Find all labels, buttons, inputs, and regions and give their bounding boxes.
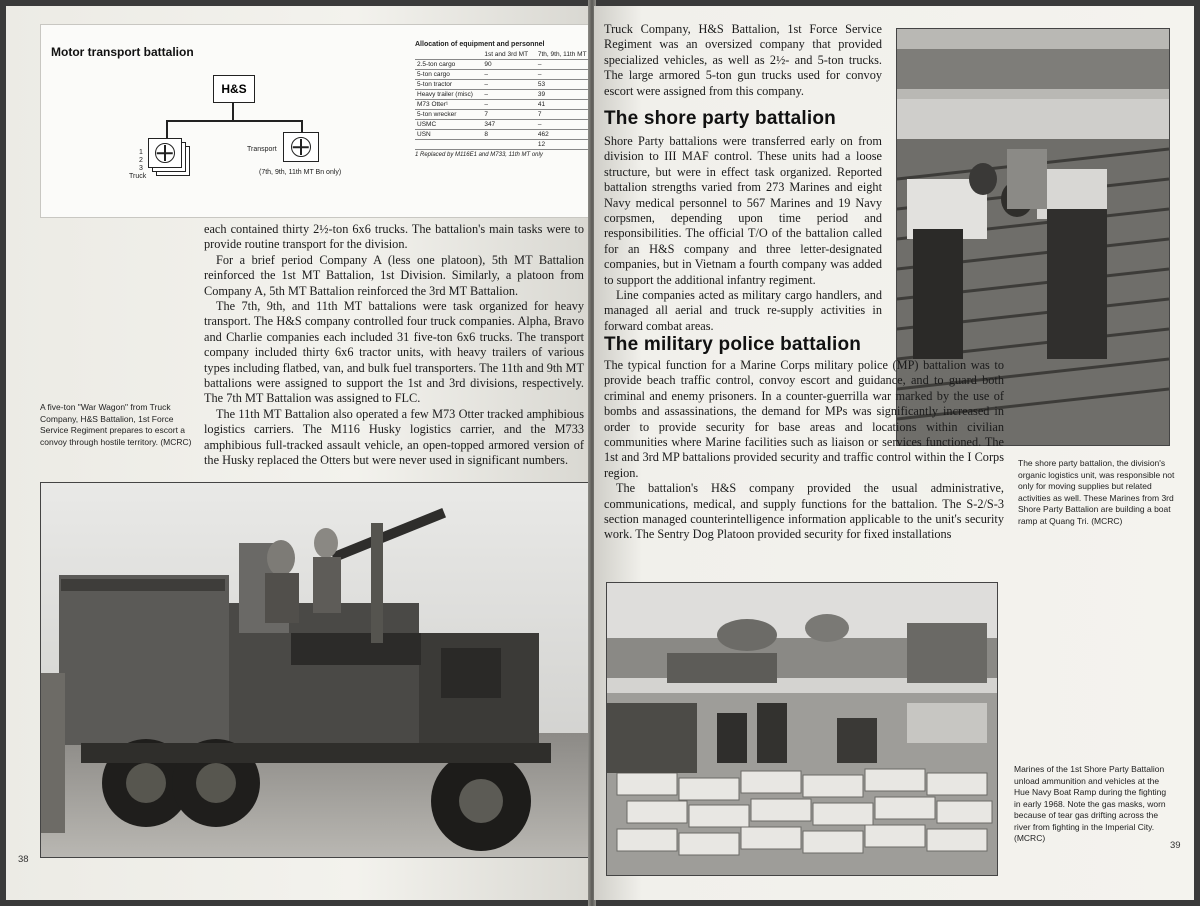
connector — [232, 102, 234, 120]
transport-company-box — [283, 132, 319, 162]
table-row — [415, 60, 590, 70]
table-row — [415, 140, 590, 150]
table-header-row — [415, 50, 590, 60]
paragraph: The 11th MT Battalion also operated a few M73 Otter tracked amphibious logistics carriers. The M116 Husky logistics carrier, and the M733 amphibious full-tracked assault vehicle, an open-topped armored version of the Husky replaced the Otters but were never used in significant numbers. — [204, 406, 584, 468]
table-cell: 90 — [482, 60, 536, 70]
table-cell: – — [482, 100, 536, 110]
table-cell: – — [482, 80, 536, 90]
table-cell: 5-ton wrecker — [415, 110, 482, 120]
left-page-number: 38 — [18, 854, 29, 865]
truck-num-1: 1 — [139, 149, 143, 156]
paragraph: each contained thirty 2½-ton 6x6 trucks. The battalion's main tasks were to provide routine transport for the division. — [204, 222, 584, 252]
hue-ramp-photo-image — [607, 583, 997, 875]
table-cell: – — [482, 70, 536, 80]
table-cell: USN — [415, 130, 482, 140]
table-row — [415, 80, 590, 90]
table-cell — [482, 140, 536, 150]
military-police-heading: The military police battalion — [604, 334, 862, 355]
table-header: 7th, 9th, 11th MT — [536, 50, 590, 60]
right-photo-caption-1: The shore party battalion, the division's organic logistics unit, was responsible not only for moving supplies but related activities as well. These Marines from 3rd Shore Party Battalion are building a boat ramp at Quang Tri. (MCRC) — [1018, 458, 1175, 526]
paragraph: The typical function for a Marine Corps military police (MP) battalion was to provide beach traffic control, convoy escort and guidance, and to guard both criminal and enemy prisoners. In a counter-guerrilla war marked by the use of bombs and assassinations, the demand for MPs was significantly increased in order to provide security for base areas and locations within civilian communities where Marine facilities such as liaison or services functioned. The 1st and 3rd MP battalions provided security and traffic control within the I Corps region. — [604, 358, 1004, 480]
table-cell: 7 — [482, 110, 536, 120]
table-cell: 5-ton cargo — [415, 70, 482, 80]
table-cell: 5-ton tractor — [415, 80, 482, 90]
table-cell: USMC — [415, 120, 482, 130]
paragraph: The 7th, 9th, and 11th MT battalions were task organized for heavy transport. The H&S company controlled four truck companies. Alpha, Bravo and Charlie companies each included 31 five-ton 6x6 trucks. The transport company included thirty 6x6 tractor units, with heavy trailers of various types including flatbed, van, and bulk fuel transporters. The 11th and 9th MT battalions were assigned to support the 1st and 3rd divisions, respectively. The 7th MT Battalion was assigned to FLC. — [204, 299, 584, 406]
allocation-table — [415, 41, 590, 158]
transport-label: Transport — [247, 146, 277, 153]
paragraph: Truck Company, H&S Battalion, 1st Force Service Regiment was an oversized company that provided specialized vehicles, as well as 2½- and 5-ton trucks. The large armored 5-ton gun trucks used for convoy escort were assigned from this company. — [604, 22, 882, 98]
paragraph: The battalion's H&S company provided the usual administrative, communications, medical, and supply functions for the battalion. The S-2/S-3 section managed counterintelligence information applicable to the unit's security work. The Sentry Dog Platoon provided security for fixed installations — [604, 481, 1004, 542]
connector — [166, 120, 302, 122]
shore-party-heading: The shore party battalion — [604, 108, 836, 129]
right-page-number: 39 — [1170, 840, 1181, 851]
table-cell: 41 — [536, 100, 590, 110]
right-page — [594, 6, 1194, 900]
paragraph: For a brief period Company A (less one platoon), 5th MT Battalion reinforced the 1st MT Battalion, 1st Division. Similarly, a platoon from Company A, 5th MT Battalion reinforced the 3rd MT Battalion. — [204, 252, 584, 298]
table-cell: 8 — [482, 130, 536, 140]
left-body-text — [204, 222, 584, 469]
table-cell — [415, 140, 482, 150]
table-cell: – — [536, 70, 590, 80]
hue-boat-ramp-photo — [606, 582, 998, 876]
table-cell: M73 Otter¹ — [415, 100, 482, 110]
paragraph: Line companies acted as military cargo handlers, and managed all aerial and truck re-supply activities in forward combat areas. — [604, 288, 882, 333]
connector — [301, 120, 303, 132]
table-cell: 53 — [536, 80, 590, 90]
table-cell: – — [482, 90, 536, 100]
hs-node — [213, 75, 255, 103]
org-diagram — [40, 24, 590, 218]
table-cell: – — [536, 60, 590, 70]
connector — [166, 120, 168, 138]
left-page — [6, 6, 590, 900]
table-header — [415, 50, 482, 60]
table-cell: 347 — [482, 120, 536, 130]
table-row — [415, 70, 590, 80]
table-row — [415, 130, 590, 140]
diagram-title: Motor transport battalion — [51, 45, 194, 59]
allocation-title: Allocation of equipment and personnel — [415, 41, 545, 48]
left-photo-caption: A five-ton "War Wagon" from Truck Company, H&S Battalion, 1st Force Service Regiment prepares to escort a convoy through hostile territory. (MCRC) — [40, 402, 192, 447]
table-cell: 39 — [536, 90, 590, 100]
truck-label: Truck — [129, 173, 147, 180]
truck-company-box — [148, 138, 182, 168]
table-row — [415, 120, 590, 130]
table-cell: 7 — [536, 110, 590, 120]
military-police-text — [604, 358, 1004, 543]
table-cell: Heavy trailer (misc) — [415, 90, 482, 100]
table-cell: 2.5-ton cargo — [415, 60, 482, 70]
wheel-icon — [291, 137, 311, 157]
table-cell: 12 — [536, 140, 590, 150]
transport-note: (7th, 9th, 11th MT Bn only) — [259, 169, 342, 176]
table-header: 1st and 3rd MT — [482, 50, 536, 60]
right-photo-caption-2: Marines of the 1st Shore Party Battalion unload ammunition and vehicles at the Hue Navy Boat Ramp during the fighting in early 1968. Note the gas masks, worn because of tear gas drifting across the river from fighting in the Imperial City. (MCRC) — [1014, 764, 1167, 843]
wheel-icon — [155, 143, 175, 163]
table-cell: – — [536, 120, 590, 130]
war-wagon-photo — [40, 482, 590, 858]
hs-label: H&S — [221, 82, 247, 96]
allocation-note: 1 Replaced by M116E1 and M733, 11th MT only — [415, 152, 543, 158]
truck-num-3: 3 — [139, 165, 143, 172]
paragraph: Shore Party battalions were transferred early on from division to III MAF control. These units had a loose structure, but were in effect task organized. Reported battalion strengths varied from 273 Marines and eight Navy medical personnel to 567 Marines and 19 Navy corpsmen, depending upon time period and responsibilities. The official T/O of the battalion called for an H&S company and three letter-designated companies, but in Vietnam a fourth company was added to support the additional infantry regiment. — [604, 134, 882, 287]
table-row — [415, 110, 590, 120]
table-row — [415, 100, 590, 110]
right-intro-text — [604, 22, 882, 99]
table-cell: 462 — [536, 130, 590, 140]
shore-party-text — [604, 134, 882, 334]
truck-photo-image — [41, 483, 589, 857]
truck-num-2: 2 — [139, 157, 143, 164]
table-row — [415, 90, 590, 100]
